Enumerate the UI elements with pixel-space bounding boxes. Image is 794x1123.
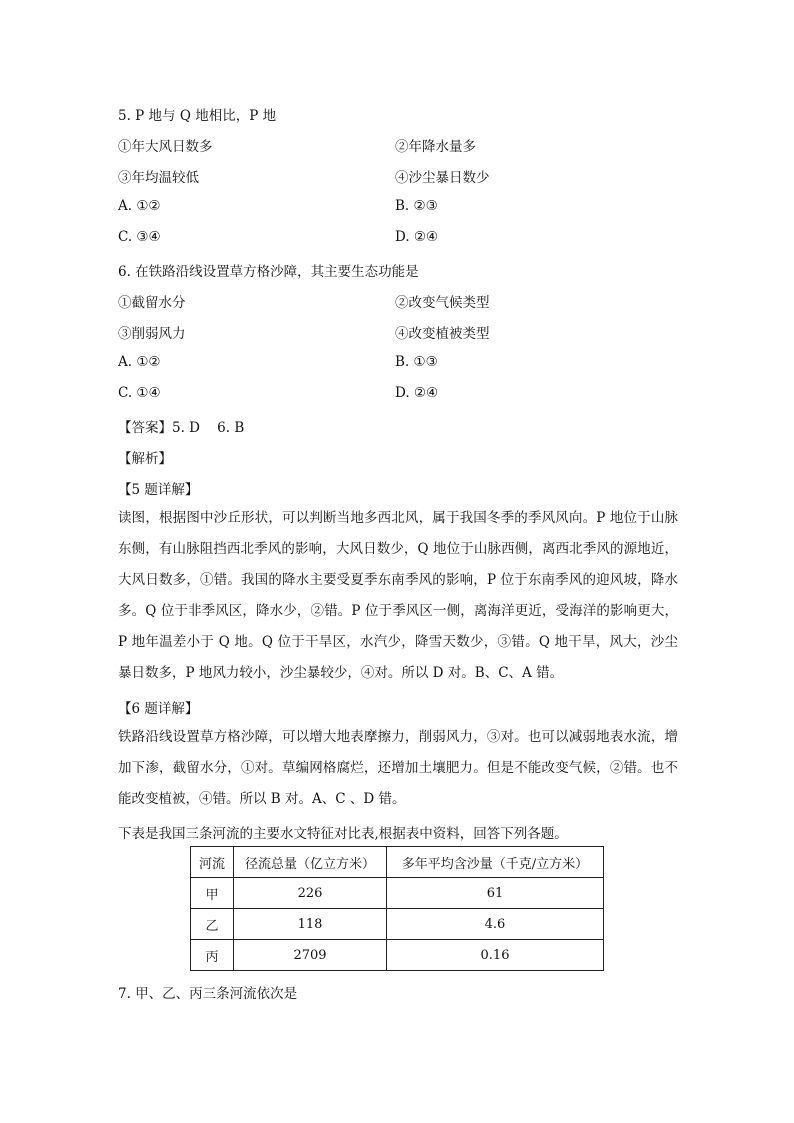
table-row [191, 878, 604, 909]
header-sediment: 多年平均含沙量（千克/立方米） [387, 847, 604, 878]
cell-sediment: 4.6 [387, 909, 604, 940]
q5-choice-a: A. ①② [118, 198, 161, 214]
table-row [191, 940, 604, 971]
header-river: 河流 [191, 847, 234, 878]
q5-option-4: ④沙尘暴日数少 [395, 170, 490, 186]
q6-choice-c: C. ①④ [118, 385, 161, 401]
cell-river: 丙 [191, 940, 234, 971]
table-row [191, 909, 604, 940]
q6-choice-a: A. ①② [118, 354, 161, 370]
cell-runoff: 226 [234, 878, 387, 909]
header-runoff: 径流总量（亿立方米） [234, 847, 387, 878]
detail-5-heading: 【5 题详解】 [118, 482, 199, 498]
detail-5-text: 读图，根据图中沙丘形状，可以判断当地多西北风，属于我国冬季的季风风向。P 地位于山脉东侧，有山脉阻挡西北季风的影响，大风日数少，Q 地位于山脉西侧，离西北季风的源地近，大风日数多，①错。我国的降水主要受夏季东南季风的影响，P 位于东南季风的迎风坡，降水多。Q 位于非季风区，降水少，②错。P 位于季风区一侧，离海洋更近，受海洋的影响更大，P 地年温差小于 Q 地。Q 位于干旱区，水汽少，降雪天数少，③错。Q 地干旱，风大，沙尘暴日数多，P 地风力较小，沙尘暴较少，④对。所以 D 对。B、C、A 错。 [118, 510, 678, 681]
table-header-row [191, 847, 604, 878]
cell-river: 乙 [191, 909, 234, 940]
q6-choice-d: D. ②④ [395, 385, 439, 401]
detail-6-text: 铁路沿线设置草方格沙障，可以增大地表摩擦力，削弱风力，③对。也可以减弱地表水流，增加下渗，截留水分，①对。草编网格腐烂，还增加土壤肥力。但是不能改变气候，②错。也不能改变植被，④错。所以 B 对。A、C 、D 错。 [118, 729, 678, 807]
q5-option-1: ①年大风日数多 [118, 139, 213, 155]
q5-choice-d: D. ②④ [395, 229, 439, 245]
cell-river: 甲 [191, 878, 234, 909]
cell-runoff: 118 [234, 909, 387, 940]
cell-runoff: 2709 [234, 940, 387, 971]
table-intro: 下表是我国三条河流的主要水文特征对比表,根据表中资料，回答下列各题。 [118, 826, 568, 842]
q6-choice-b: B. ①③ [395, 354, 438, 370]
q6-option-2: ②改变气候类型 [395, 295, 490, 311]
q5-option-2: ②年降水量多 [395, 139, 476, 155]
q5-choice-b: B. ②③ [395, 198, 438, 214]
q6-stem: 6. 在铁路沿线设置草方格沙障，其主要生态功能是 [118, 264, 419, 280]
q5-stem: 5. P 地与 Q 地相比，P 地 [118, 108, 277, 124]
cell-sediment: 0.16 [387, 940, 604, 971]
q6-option-4: ④改变植被类型 [395, 326, 490, 342]
hydrology-table [190, 846, 604, 971]
analysis-heading: 【解析】 [118, 451, 172, 467]
q7-stem: 7. 甲、乙、丙三条河流依次是 [118, 986, 298, 1002]
answer-line: 【答案】5. D 6. B [118, 420, 245, 436]
q5-option-3: ③年均温较低 [118, 170, 199, 186]
q5-choice-c: C. ③④ [118, 229, 161, 245]
cell-sediment: 61 [387, 878, 604, 909]
detail-6-heading: 【6 题详解】 [118, 701, 199, 717]
q6-option-3: ③削弱风力 [118, 326, 186, 342]
q6-option-1: ①截留水分 [118, 295, 186, 311]
